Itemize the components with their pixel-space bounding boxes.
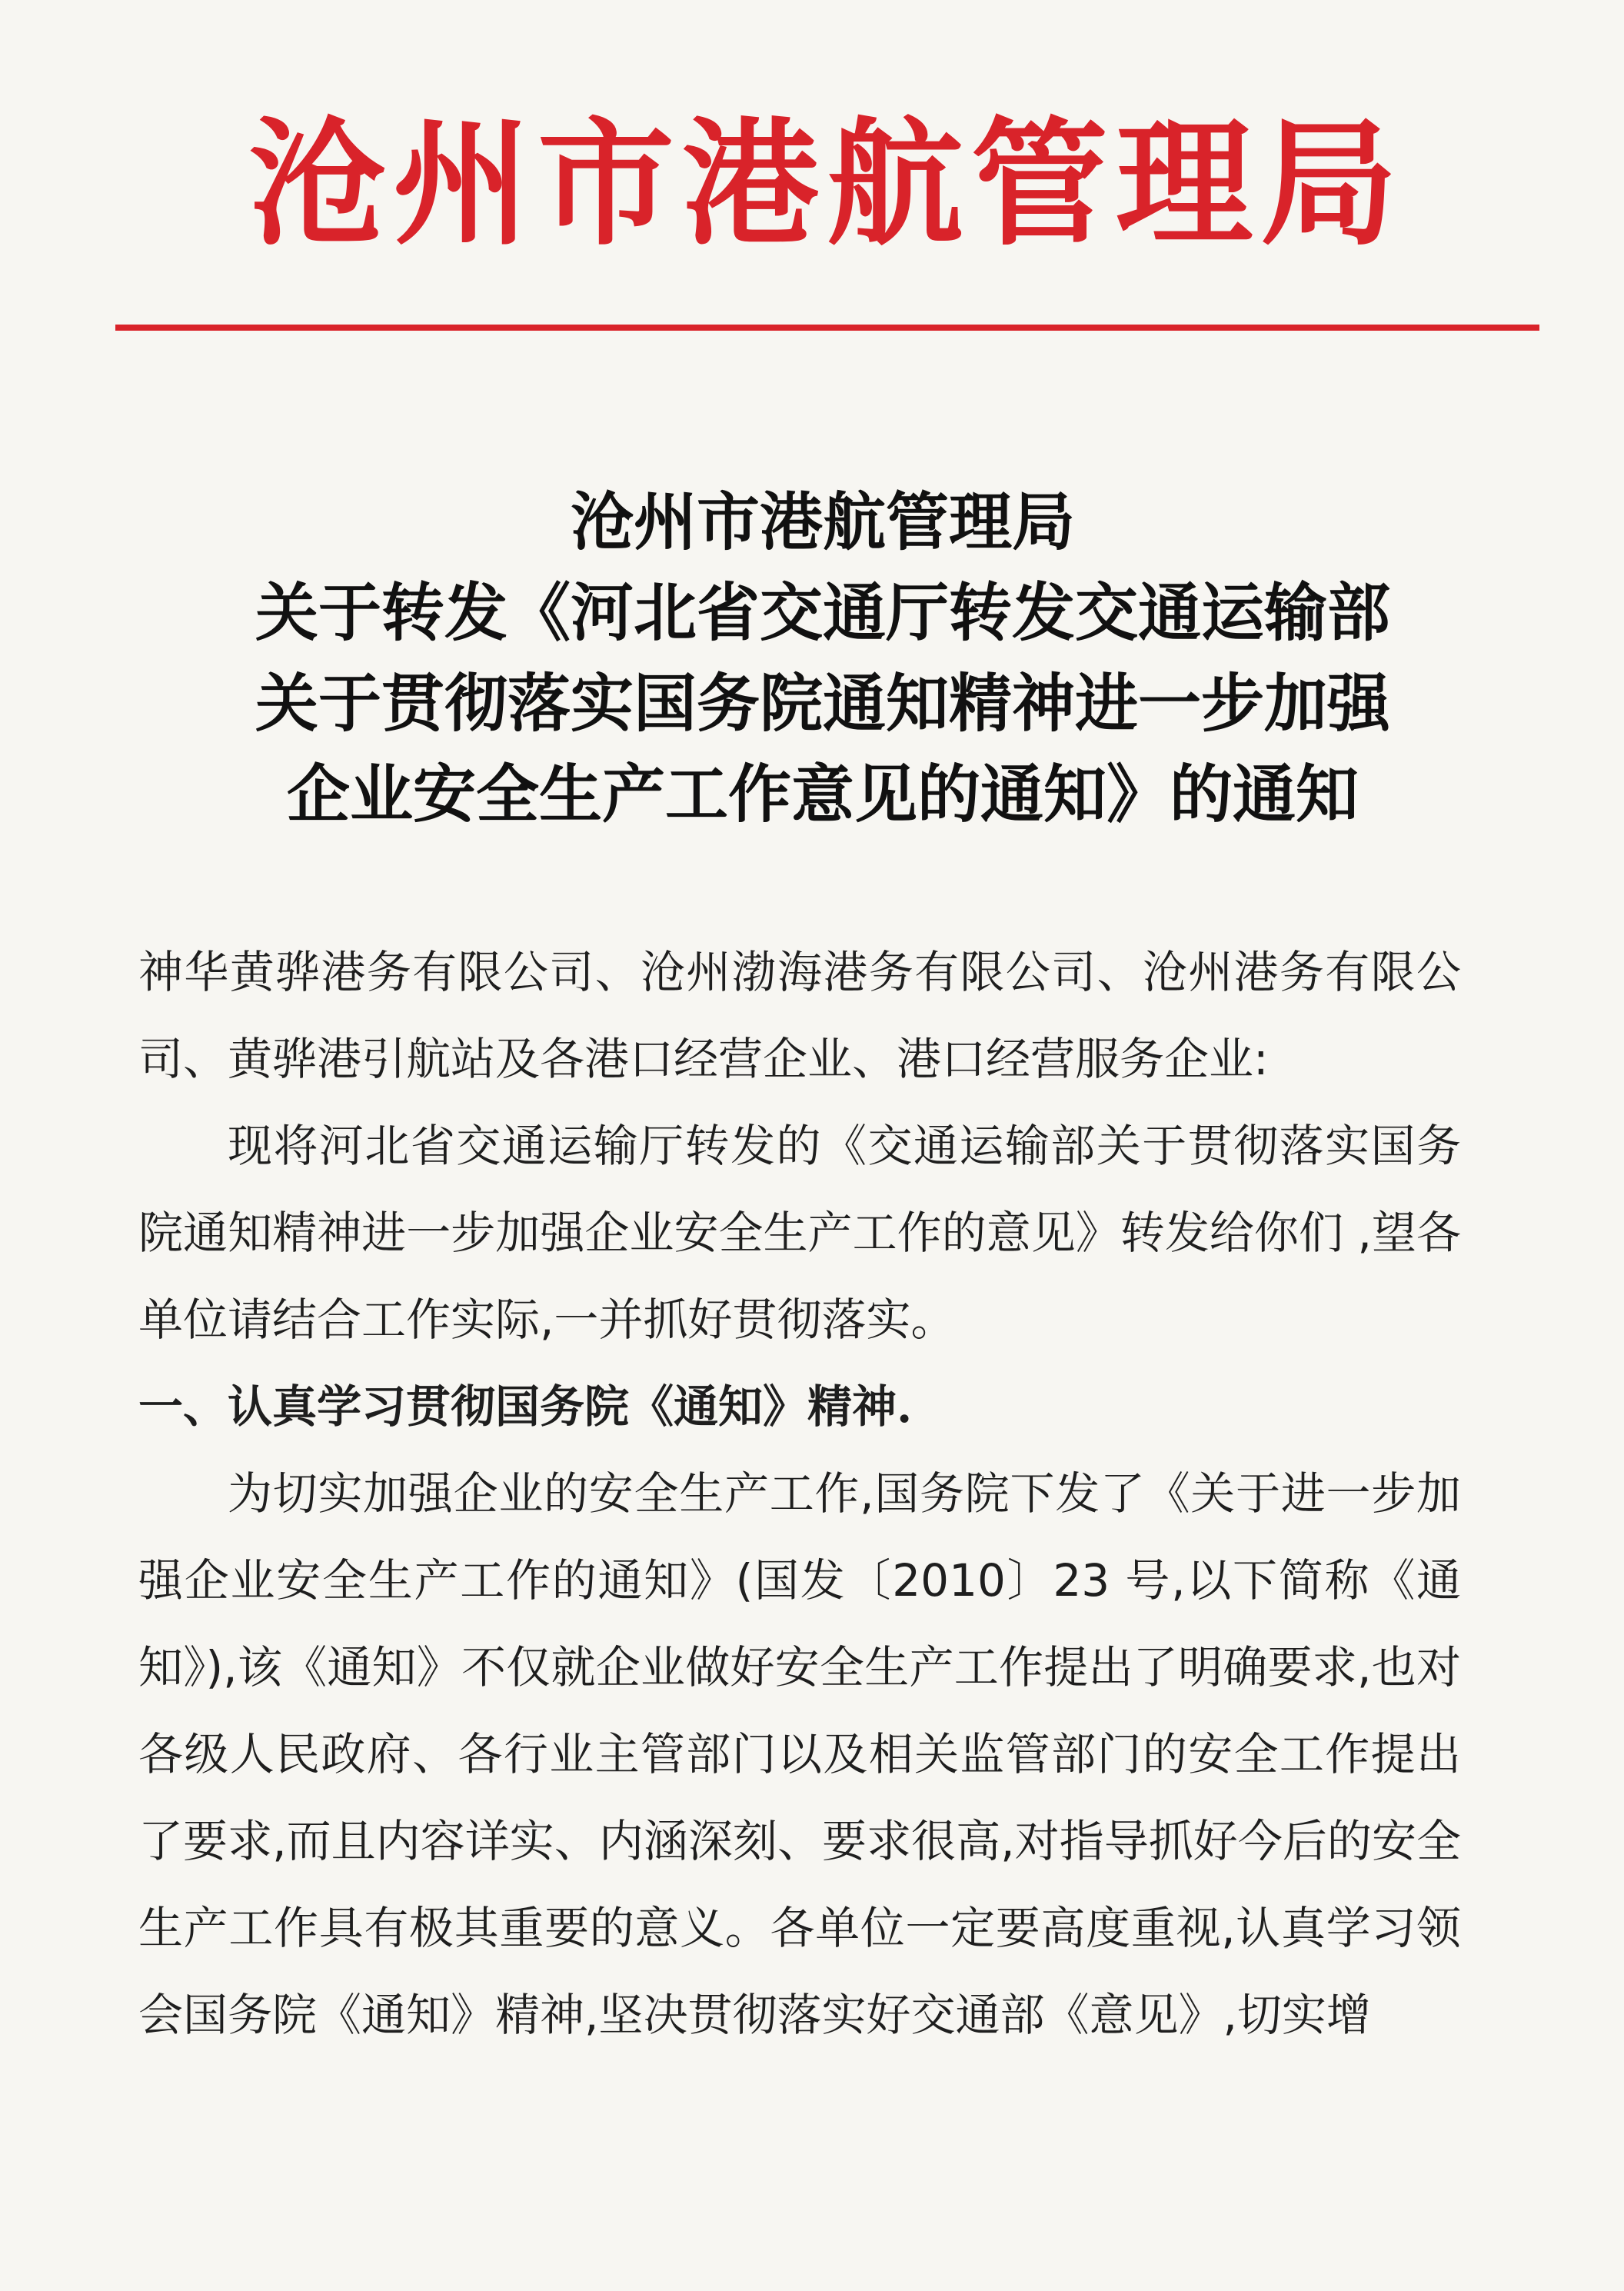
title-line-2: 关于转发《河北省交通厅转发交通运输部 — [255, 576, 1390, 650]
title-line-4: 企业安全生产工作意见的通知》的通知 — [286, 758, 1359, 831]
intro-paragraph: 现将河北省交通运输厅转发的《交通运输部关于贯彻落实国务院通知精神进一步加强企业安全生产工作的意见》转发给你们 ,望各单位请结合工作实际,一并抓好贯彻落实。 — [138, 1120, 1461, 1346]
document-title — [108, 477, 1538, 840]
recipients-paragraph: 神华黄骅港务有限公司、沧州渤海港务有限公司、沧州港务有限公司、黄骅港引航站及各港口经营企业、港口经营服务企业: — [138, 946, 1461, 1085]
letterhead-org-name: 沧州市港航管理局 — [248, 103, 1405, 264]
letterhead-red-rule — [115, 325, 1539, 331]
title-line-1: 沧州市港航管理局 — [570, 485, 1075, 559]
section-1-paragraph: 为切实加强企业的安全生产工作,国务院下发了《关于进一步加强企业安全生产工作的通知》(国发〔2010〕23 号,以下简称《通知》),该《通知》不仅就企业做好安全生产工作提出了明确要求,也对各级人民政府、各行业主管部门以及相关监管部门的安全工作提出了要求,而且内容详实、内涵深刻、要求很高,对指导抓好今后的安全生产工作具有极其重要的意义。各单位一定要高度重视,认真学习领会国务院《通知》精神,坚决贯彻落实好交通部《意见》,切实增 — [138, 1467, 1461, 2041]
title-line-3: 关于贯彻落实国务院通知精神进一步加强 — [255, 667, 1390, 741]
section-1-heading: 一、认真学习贯彻国务院《通知》精神. — [138, 1380, 913, 1433]
document-body — [138, 929, 1461, 2059]
